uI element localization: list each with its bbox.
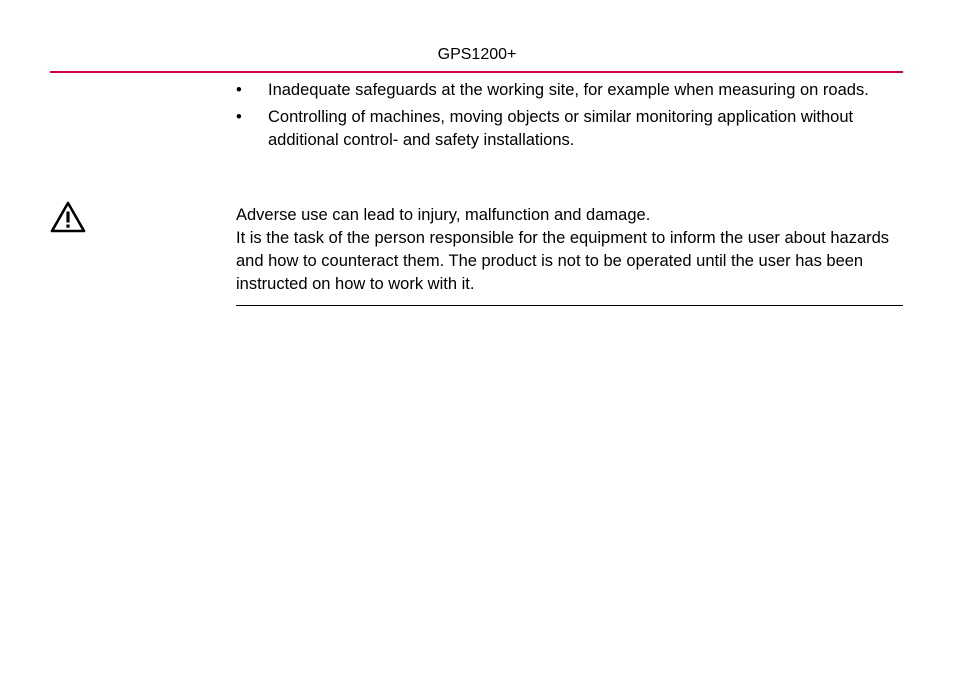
warning-text-line: Adverse use can lead to injury, malfunction and damage.	[236, 206, 651, 224]
list-item	[236, 106, 904, 152]
list-item	[236, 79, 904, 102]
misuse-bullet-list	[236, 79, 904, 156]
list-item-text: Controlling of machines, moving objects or similar monitoring application without additional control- and safety installations.	[268, 108, 854, 149]
warning-message	[236, 204, 904, 296]
warning-text-paragraph: It is the task of the person responsible for the equipment to inform the user about hazards and how to counteract them. The product is not to be operated until the user has been instructed on how to work with it.	[236, 229, 890, 293]
section-divider	[236, 305, 903, 306]
header-divider	[50, 71, 903, 73]
bullet-marker: •	[236, 108, 242, 126]
bullet-marker: •	[236, 81, 242, 99]
warning-triangle-icon	[50, 201, 86, 233]
page-header-title: GPS1200+	[437, 46, 517, 63]
list-item-text: Inadequate safeguards at the working site, for example when measuring on roads.	[268, 81, 869, 99]
